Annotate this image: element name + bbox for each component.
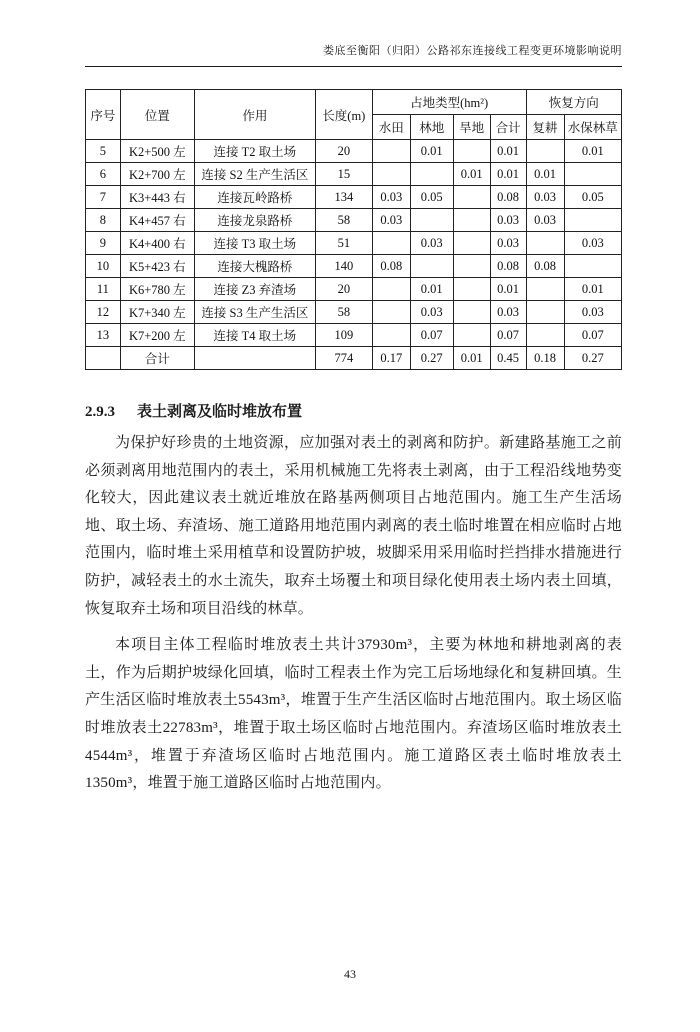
- section-title: 表土剥离及临时堆放布置: [137, 404, 303, 420]
- cell-location: K3+443 右: [120, 186, 194, 209]
- cell-location: K7+200 左: [120, 324, 194, 347]
- table-row: [86, 278, 622, 301]
- cell-reclaim: [526, 232, 564, 255]
- cell-dryland: 0.01: [453, 163, 490, 186]
- cell-dryland: [453, 186, 490, 209]
- document-header-title: 娄底至衡阳（归阳）公路祁东连接线工程变更环境影响说明: [323, 45, 622, 57]
- table-total-row: [86, 347, 622, 370]
- cell-function: 连接 Z3 弃渣场: [194, 278, 315, 301]
- col-header-paddy: 水田: [372, 115, 410, 140]
- cell-reclaim: [526, 140, 564, 163]
- cell-grass: 0.07: [564, 324, 621, 347]
- cell-reclaim: 0.18: [526, 347, 564, 370]
- cell-grass: [564, 209, 621, 232]
- section-number: 2.9.3: [85, 404, 115, 420]
- cell-dryland: [453, 324, 490, 347]
- table-row: [86, 186, 622, 209]
- cell-function: 连接 T2 取土场: [194, 140, 315, 163]
- cell-sum: 0.01: [490, 140, 526, 163]
- cell-forest: 0.03: [410, 232, 453, 255]
- cell-reclaim: [526, 324, 564, 347]
- cell-length: 15: [315, 163, 372, 186]
- cell-no: 12: [86, 301, 121, 324]
- cell-sum: 0.07: [490, 324, 526, 347]
- col-header-location: 位置: [120, 90, 194, 140]
- cell-forest: 0.05: [410, 186, 453, 209]
- cell-no: 6: [86, 163, 121, 186]
- cell-forest: 0.01: [410, 278, 453, 301]
- cell-dryland: [453, 255, 490, 278]
- cell-length: 774: [315, 347, 372, 370]
- cell-location: K2+700 左: [120, 163, 194, 186]
- cell-location: K6+780 左: [120, 278, 194, 301]
- cell-forest: 0.07: [410, 324, 453, 347]
- cell-sum: 0.01: [490, 163, 526, 186]
- cell-forest: [410, 255, 453, 278]
- cell-dryland: 0.01: [453, 347, 490, 370]
- cell-reclaim: [526, 301, 564, 324]
- col-header-no: 序号: [86, 90, 121, 140]
- col-header-dryland: 旱地: [453, 115, 490, 140]
- cell-no: 8: [86, 209, 121, 232]
- cell-no: 5: [86, 140, 121, 163]
- cell-forest: 0.27: [410, 347, 453, 370]
- col-header-sum: 合计: [490, 115, 526, 140]
- cell-location: K2+500 左: [120, 140, 194, 163]
- cell-forest: 0.03: [410, 301, 453, 324]
- col-header-function: 作用: [194, 90, 315, 140]
- cell-total-label: 合计: [120, 347, 194, 370]
- cell-sum: 0.45: [490, 347, 526, 370]
- cell-no: 10: [86, 255, 121, 278]
- cell-forest: 0.01: [410, 140, 453, 163]
- cell-dryland: [453, 209, 490, 232]
- page-footer: [0, 967, 700, 982]
- cell-sum: 0.08: [490, 255, 526, 278]
- cell-reclaim: 0.08: [526, 255, 564, 278]
- cell-function: 连接大槐路桥: [194, 255, 315, 278]
- table-header-row-1: [86, 90, 622, 115]
- cell-grass: 0.05: [564, 186, 621, 209]
- cell-grass: 0.03: [564, 301, 621, 324]
- cell-function: 连接 S2 生产生活区: [194, 163, 315, 186]
- cell-length: 109: [315, 324, 372, 347]
- col-group-restore: 恢复方向: [526, 90, 621, 115]
- cell-paddy: [372, 140, 410, 163]
- cell-location: K4+400 右: [120, 232, 194, 255]
- page-number: 43: [344, 967, 356, 981]
- table-row: [86, 324, 622, 347]
- cell-forest: [410, 209, 453, 232]
- cell-no: [86, 347, 121, 370]
- table-row: [86, 232, 622, 255]
- cell-length: 20: [315, 140, 372, 163]
- cell-paddy: 0.03: [372, 186, 410, 209]
- cell-paddy: [372, 163, 410, 186]
- table-row: [86, 209, 622, 232]
- cell-sum: 0.03: [490, 209, 526, 232]
- cell-paddy: [372, 301, 410, 324]
- cell-sum: 0.03: [490, 232, 526, 255]
- cell-dryland: [453, 232, 490, 255]
- cell-location: K7+340 左: [120, 301, 194, 324]
- cell-no: 7: [86, 186, 121, 209]
- cell-location: K4+457 右: [120, 209, 194, 232]
- cell-grass: [564, 163, 621, 186]
- cell-sum: 0.08: [490, 186, 526, 209]
- col-header-forest: 林地: [410, 115, 453, 140]
- cell-forest: [410, 163, 453, 186]
- cell-length: 58: [315, 301, 372, 324]
- cell-function: [194, 347, 315, 370]
- cell-length: 58: [315, 209, 372, 232]
- cell-dryland: [453, 140, 490, 163]
- land-occupation-table: [85, 89, 622, 370]
- table-row: [86, 255, 622, 278]
- page-header: [85, 42, 622, 67]
- col-group-land-type: 占地类型(hm²): [372, 90, 526, 115]
- body-paragraph-1: 为保护好珍贵的土地资源，应加强对表土的剥离和防护。新建路基施工之前必须剥离用地范围内的表土，采用机械施工先将表土剥离，由于工程沿线地势变化较大，因此建议表土就近堆放在路基两侧项目占地范围内。施工生产生活场地、取土场、弃渣场、施工道路用地范围内剥离的表土临时堆置在相应临时占地范围内，临时堆土采用植草和设置防护坡，坡脚采用采用临时拦挡排水措施进行防护，减轻表土的水土流失，取弃土场覆土和项目绿化使用表土场内表土回填，恢复取弃土场和项目沿线的林草。: [85, 435, 622, 617]
- cell-reclaim: [526, 278, 564, 301]
- cell-grass: 0.03: [564, 232, 621, 255]
- cell-paddy: [372, 232, 410, 255]
- cell-grass: 0.01: [564, 140, 621, 163]
- cell-paddy: [372, 324, 410, 347]
- cell-sum: 0.01: [490, 278, 526, 301]
- table-row: [86, 301, 622, 324]
- col-header-length: 长度(m): [315, 90, 372, 140]
- cell-function: 连接龙泉路桥: [194, 209, 315, 232]
- table-row: [86, 140, 622, 163]
- cell-sum: 0.03: [490, 301, 526, 324]
- cell-reclaim: 0.03: [526, 209, 564, 232]
- col-header-reclaim: 复耕: [526, 115, 564, 140]
- cell-no: 13: [86, 324, 121, 347]
- cell-length: 134: [315, 186, 372, 209]
- cell-grass: 0.27: [564, 347, 621, 370]
- col-header-grass: 水保林草: [564, 115, 621, 140]
- cell-function: 连接 T3 取土场: [194, 232, 315, 255]
- cell-function: 连接 S3 生产生活区: [194, 301, 315, 324]
- cell-function: 连接瓦岭路桥: [194, 186, 315, 209]
- cell-no: 9: [86, 232, 121, 255]
- table-row: [86, 163, 622, 186]
- cell-no: 11: [86, 278, 121, 301]
- page-content: [85, 89, 622, 798]
- cell-dryland: [453, 301, 490, 324]
- cell-location: K5+423 右: [120, 255, 194, 278]
- cell-paddy: 0.03: [372, 209, 410, 232]
- body-paragraph-2: 本项目主体工程临时堆放表土共计37930m³，主要为林地和耕地剥离的表土，作为后期护坡绿化回填，临时工程表土作为完工后场地绿化和复耕回填。生产生活区临时堆放表土5543m³，堆置于生产生活区临时占地范围内。取土场区临时堆放表土22783m³，堆置于取土场区临时占地范围内。弃渣场区临时堆放表土4544m³，堆置于弃渣场区临时占地范围内。施工道路区表土临时堆放表土1350m³，堆置于施工道路区临时占地范围内。: [85, 637, 622, 792]
- cell-reclaim: 0.01: [526, 163, 564, 186]
- section-heading: [85, 400, 622, 421]
- cell-length: 51: [315, 232, 372, 255]
- cell-reclaim: 0.03: [526, 186, 564, 209]
- cell-function: 连接 T4 取土场: [194, 324, 315, 347]
- cell-paddy: 0.17: [372, 347, 410, 370]
- cell-paddy: 0.08: [372, 255, 410, 278]
- cell-dryland: [453, 278, 490, 301]
- cell-length: 140: [315, 255, 372, 278]
- cell-length: 20: [315, 278, 372, 301]
- cell-grass: [564, 255, 621, 278]
- cell-grass: 0.01: [564, 278, 621, 301]
- cell-paddy: [372, 278, 410, 301]
